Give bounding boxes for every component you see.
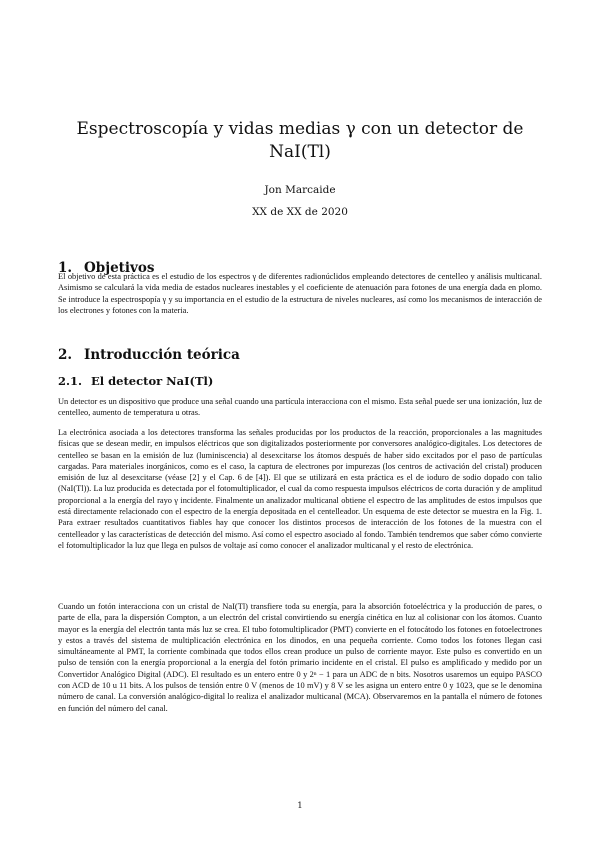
section-number: 2. xyxy=(58,347,73,363)
subsection-number: 2.1. xyxy=(58,374,83,388)
section-heading-introduccion xyxy=(58,347,240,363)
author-name: Jon Marcaide xyxy=(264,184,336,196)
document-title: Espectroscopía y vidas medias γ con un detector de NaI(Tl) xyxy=(76,119,524,162)
page-number: 1 xyxy=(297,801,303,811)
subsection-heading-detector xyxy=(58,374,213,388)
paragraph-objetivos: El objetivo de esta práctica es el estudio de los espectros γ de diferentes radionúclidos empleando detectores de centelleo y análisis multicanal. Asimismo se calculará la vida media de estados nucleares inestables y el coeficiente de atenuación para fotones de una energía dada en plomo. Se introduce la espectrospopía γ y su importancia en el estudio de la estructura de niveles nucleares, así como los mecanismos de interacción de los electrones y fotones con la materia. xyxy=(58,272,542,315)
section-title: Objetivos xyxy=(84,260,155,276)
document-date: XX de XX de 2020 xyxy=(252,206,348,218)
section-title: Introducción teórica xyxy=(84,347,240,363)
paragraph-interaccion-foton: Cuando un fotón interacciona con un cristal de NaI(Tl) transfiere toda su energía, para la absorción fotoeléctrica y la producción de pares, o parte de ella, para la dispersión Compton, a un electrón del cristal convirtiendo su energía cinética en luz al colisionar con los átomos. Cuanto mayor es la energía del electrón tanta más luz se crea. El tubo fotomultiplicador (PMT) convierte en el fotocátodo los fotones en fotoelectrones y estos a través del sistema de multiplicación electrónica en los dinodos, en una pequeña corriente. Como todos los fotones llegan casi simultáneamente al PMT, la corriente combinada que todos ellos crean produce un pulso de corriente mayor. Este pulso es convertido en un pulso de tensión con la energía proporcional a la energía del fotón primario incidente en el cristal. El pulso es amplificado y medido por un Convertidor Analógico Digital (ADC). El resultado es un entero entre 0 y 2ⁿ − 1 para un ADC de n bits. Nosotros usaremos un equipo PASCO con ACD de 10 u 11 bits. A los pulsos de tensión entre 0 V (menos de 10 mV) y 8 V se les asigna un entero entre 0 y 1023, que se le denomina número de canal. La conversión analógico-digital lo realiza el analizador multicanal (MCA). Observaremos en la pantalla el número de fotones en función del número del canal. xyxy=(58,602,542,713)
paragraph-detector-intro: Un detector es un dispositivo que produce una señal cuando una partícula interacciona con el mismo. Esta señal puede ser una ionización, luz de centelleo, aumento de temperatura u otras. xyxy=(58,397,542,418)
paragraph-electronica: La electrónica asociada a los detectores transforma las señales producidas por los productos de la reacción, proporcionales a las magnitudes físicas que se desean medir, en impulsos eléctricos que son digitalizados posteriormente por conversores analógico-digitales. Los detectores de centelleo se basan en la emisión de luz (luminiscencia) al desexcitarse los átomos después de haber sido excitados por el paso de partículas cargadas. Para materiales inorgánicos, como es el caso, la captura de electrones por impurezas (los centros de activación del cristal) producen emisión de luz al desexcitarse (véase [2] y el Cap. 6 de [4]). El que se utilizará en esta práctica es el de ioduro de sodio dopado con talio (NaI(Tl)). La luz producida es detectada por el fotomultiplicador, el cual da como respuesta impulsos eléctricos de corta duración y de amplitud proporcional a la energía del rayo γ incidente. Finalmente un analizador multicanal obtiene el espectro de las amplitudes de estos impulsos que está directamente relacionado con el espectro de la energía depositada en el centelleador. Un esquema de este detector se muestra en la Fig. 1. Para extraer resultados cuantitativos fiables hay que conocer los distintos procesos de interacción de los fotones de la muestra con el centelleador y las características de detección del mismo. Así como el espectro asociado al fondo. También tendremos que saber cómo convierte el fotomultiplicador la luz que llega en pulsos de voltaje así como conocer el analizador multicanal y el resto de electrónica. xyxy=(58,428,542,550)
section-number: 1. xyxy=(58,260,73,276)
subsection-title: El detector NaI(Tl) xyxy=(91,374,214,388)
